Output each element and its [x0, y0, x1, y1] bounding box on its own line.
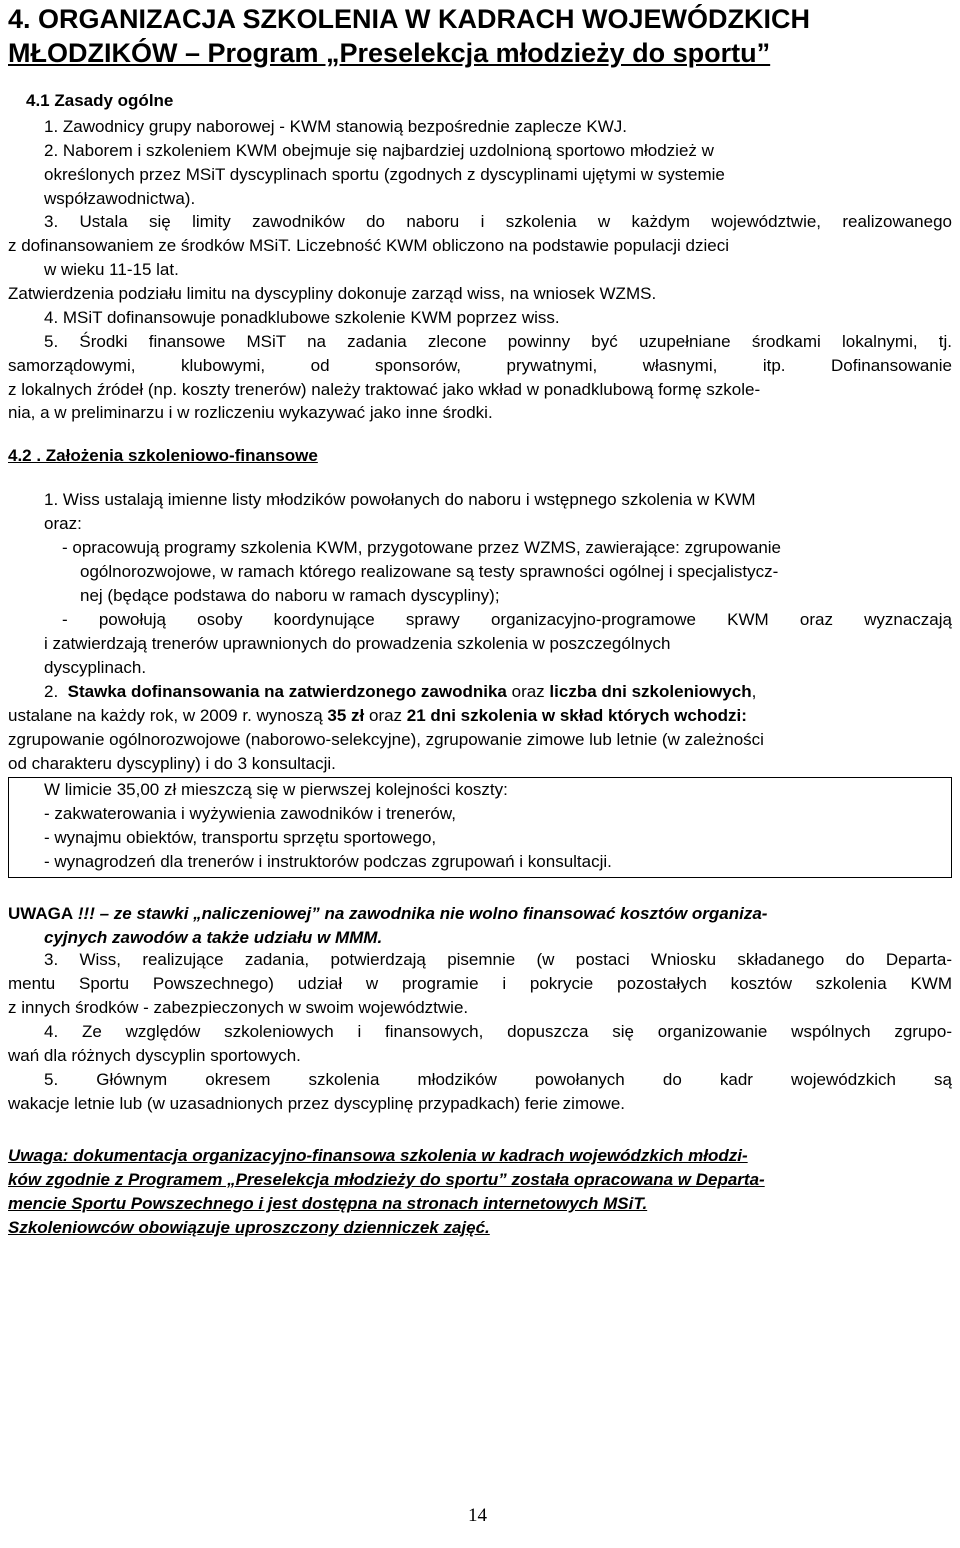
paragraph: w wieku 11-15 lat.: [44, 260, 179, 279]
paragraph: z lokalnych źródeł (np. koszty trenerów) należy traktować jako wkład w ponadklubową formę szkole-: [8, 380, 761, 399]
dash-item: dyscyplinach.: [44, 658, 147, 677]
paragraph: z dofinansowaniem ze środków MSiT. Liczebność KWM obliczono na podstawie populacji dzieci: [8, 236, 729, 255]
section-title-line-1: 4. ORGANIZACJA SZKOLENIA W KADRACH WOJEWÓDZKICH: [8, 4, 810, 34]
uwaga-documentation-note: ków zgodnie z Programem „Preselekcja młodzieży do sportu” została opracowana w Departa-: [8, 1170, 765, 1189]
text: oraz: [506, 682, 550, 701]
paragraph: z innych środków - zabezpieczonych w swoim województwie.: [8, 998, 469, 1017]
paragraph: nia, a w preliminarzu i w rozliczeniu wykazywać jako inne środki.: [8, 403, 493, 422]
text: oraz: [364, 706, 407, 725]
paragraph: mentu Sportu Powszechnego) udział w programie i pokrycie pozostałych kosztów szkolenia KWM: [8, 974, 952, 993]
paragraph: wakacje letnie lub (w uzasadnionych przez dyscyplinę przypadkach) ferie zimowe.: [8, 1094, 626, 1113]
box-line: - wynagrodzeń dla trenerów i instruktorów podczas zgrupowań i konsultacji.: [44, 852, 612, 871]
paragraph: samorządowymi, klubowymi, od sponsorów, prywatnymi, własnymi, itp. Dofinansowanie: [8, 356, 952, 375]
box-line: - zakwaterowania i wyżywienia zawodników i trenerów,: [44, 804, 456, 823]
paragraph: 2. Naborem i szkoleniem KWM obejmuje się najbardziej uzdolnioną sportowo młodzież w: [44, 141, 714, 160]
dash-item: nej (będące podstawa do naboru w ramach dyscypliny);: [80, 586, 500, 605]
paragraph: 3. Wiss, realizujące zadania, potwierdzają pisemnie (w postaci Wniosku składanego do Departa-: [44, 950, 952, 969]
box-line: W limicie 35,00 zł mieszczą się w pierwszej kolejności koszty:: [44, 780, 508, 799]
paragraph: wań dla różnych dyscyplin sportowych.: [8, 1046, 301, 1065]
paragraph: 1. Wiss ustalają imienne listy młodzików powołanych do naboru i wstępnego szkolenia w KWM: [44, 490, 756, 509]
paragraph: współzawodnictwa).: [44, 189, 196, 208]
dash-item: i zatwierdzają trenerów uprawnionych do prowadzenia szkolenia w poszczególnych: [44, 634, 671, 653]
bold-text: Stawka dofinansowania na zatwierdzonego zawodnika: [67, 682, 507, 701]
box-line: - wynajmu obiektów, transportu sprzętu sportowego,: [44, 828, 437, 847]
dash-item: ogólnorozwojowe, w ramach którego realizowane są testy sprawności ogólnej i specjalistycz-: [80, 562, 779, 581]
uwaga-documentation-note: Uwaga: dokumentacja organizacyjno-finansowa szkolenia w kadrach wojewódzkich młodzi-: [8, 1146, 748, 1165]
uwaga-documentation-note: mencie Sportu Powszechnego i jest dostępna na stronach internetowych MSiT.: [8, 1194, 648, 1213]
paragraph: 4. MSiT dofinansowuje ponadklubowe szkolenie KWM poprzez wiss.: [44, 308, 560, 327]
paragraph: zgrupowanie ogólnorozwojowe (naborowo-selekcyjne), zgrupowanie zimowe lub letnie (w zależności: [8, 730, 764, 749]
paragraph: od charakteru dyscypliny) i do 3 konsultacji.: [8, 754, 336, 773]
paragraph: oraz:: [44, 514, 82, 533]
page-number: 14: [468, 1505, 487, 1526]
uwaga-documentation-note: Szkoleniowców obowiązuje uproszczony dzienniczek zajęć.: [8, 1218, 490, 1237]
subsection-heading-4-2: 4.2 . Założenia szkoleniowo-finansowe: [8, 446, 318, 465]
uwaga-text: !!! – ze stawki „naliczeniowej” na zawodnika nie wolno finansować kosztów organiza-: [73, 904, 768, 923]
section-title-line-2: MŁODZIKÓW – Program „Preselekcja młodzieży do sportu”: [8, 38, 771, 68]
item-number: 2.: [44, 682, 59, 701]
text: ,: [751, 682, 757, 701]
bold-text: liczba dni szkoleniowych: [549, 682, 752, 701]
bold-text: 21 dni szkolenia w skład których wchodzi:: [406, 706, 747, 725]
uwaga-note: [8, 904, 767, 924]
dash-item: - powołują osoby koordynujące sprawy organizacyjno-programowe KWM oraz wyznaczają: [62, 610, 952, 629]
dash-item: - opracowują programy szkolenia KWM, przygotowane przez WZMS, zawierające: zgrupowanie: [62, 538, 782, 557]
text: ustalane na każdy rok, w 2009 r. wynoszą: [8, 706, 328, 725]
paragraph: 3. Ustala się limity zawodników do naboru i szkolenia w każdym województwie, realizowanego: [44, 212, 952, 231]
paragraph: [44, 682, 756, 702]
paragraph: określonych przez MSiT dyscyplinach sportu (zgodnych z dyscyplinami ujętymi w systemie: [44, 165, 725, 184]
bold-text: 35 zł: [327, 706, 365, 725]
uwaga-label: UWAGA: [8, 904, 74, 923]
uwaga-text: cyjnych zawodów a także udziału w MMM.: [44, 928, 383, 947]
subsection-heading-4-1: 4.1 Zasady ogólne: [26, 91, 174, 110]
paragraph: 4. Ze względów szkoleniowych i finansowych, dopuszcza się organizowanie wspólnych zgrupo-: [44, 1022, 952, 1041]
paragraph: 5. Środki finansowe MSiT na zadania zlecone powinny być uzupełniane środkami lokalnymi, tj.: [44, 332, 952, 351]
paragraph: 5. Głównym okresem szkolenia młodzików powołanych do kadr wojewódzkich są: [44, 1070, 952, 1089]
paragraph: Zatwierdzenia podziału limitu na dyscypliny dokonuje zarząd wiss, na wniosek WZMS.: [8, 284, 657, 303]
paragraph: [8, 706, 747, 726]
paragraph: 1. Zawodnicy grupy naborowej - KWM stanowią bezpośrednie zaplecze KWJ.: [44, 117, 627, 136]
